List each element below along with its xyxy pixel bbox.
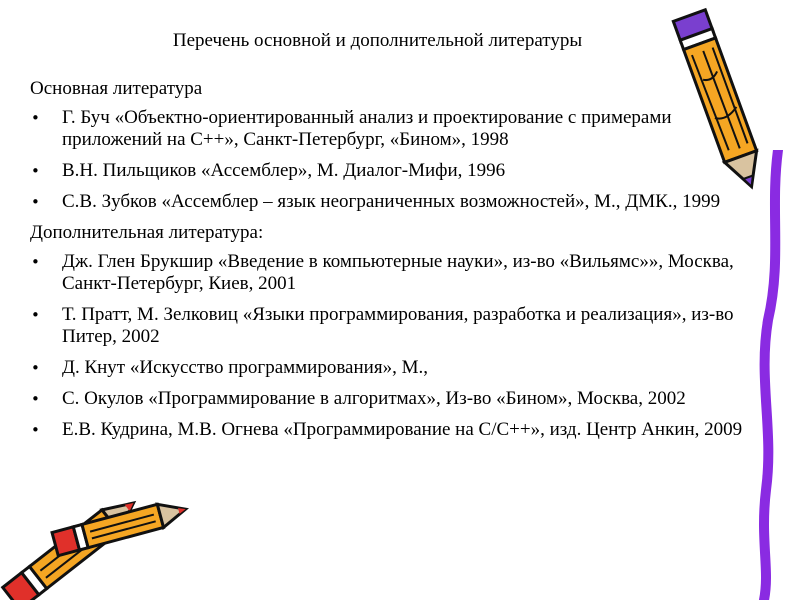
main-literature-list bbox=[30, 107, 750, 213]
list-item: • Д. Кнут «Искусство программирования», М., bbox=[30, 357, 750, 379]
list-item: • Дж. Глен Брукшир «Введение в компьютерные науки», из-во «Вильямс»», Москва, Санкт-Петербург, Киев, 2001 bbox=[30, 251, 750, 295]
list-item: • Т. Пратт, М. Зелковиц «Языки программирования, разработка и реализация», из-во Питер, 2002 bbox=[30, 304, 750, 348]
extra-literature-list bbox=[30, 251, 750, 441]
list-item: • В.Н. Пильщиков «Ассемблер», М. Диалог-Мифи, 1996 bbox=[30, 160, 750, 182]
slide-title: Перечень основной и дополнительной литературы bbox=[172, 30, 583, 51]
main-literature-heading: Основная литература bbox=[30, 78, 203, 99]
pencils-icon-group bbox=[0, 495, 210, 600]
list-item: • С. Окулов «Программирование в алгоритмах», Из-во «Бином», Москва, 2002 bbox=[30, 388, 750, 410]
list-item: • Г. Буч «Объектно-ориентированный анализ и проектирование с примерами приложений на С++», Санкт-Петербург, «Бином», 1998 bbox=[30, 107, 750, 151]
literature-content bbox=[30, 74, 750, 450]
list-item: • С.В. Зубков «Ассемблер – язык неограниченных возможностей», М., ДМК., 1999 bbox=[30, 191, 750, 213]
extra-literature-heading: Дополнительная литература: bbox=[30, 222, 264, 243]
list-item: • Е.В. Кудрина, М.В. Огнева «Программирование на С/С++», изд. Центр Анкин, 2009 bbox=[30, 419, 750, 441]
